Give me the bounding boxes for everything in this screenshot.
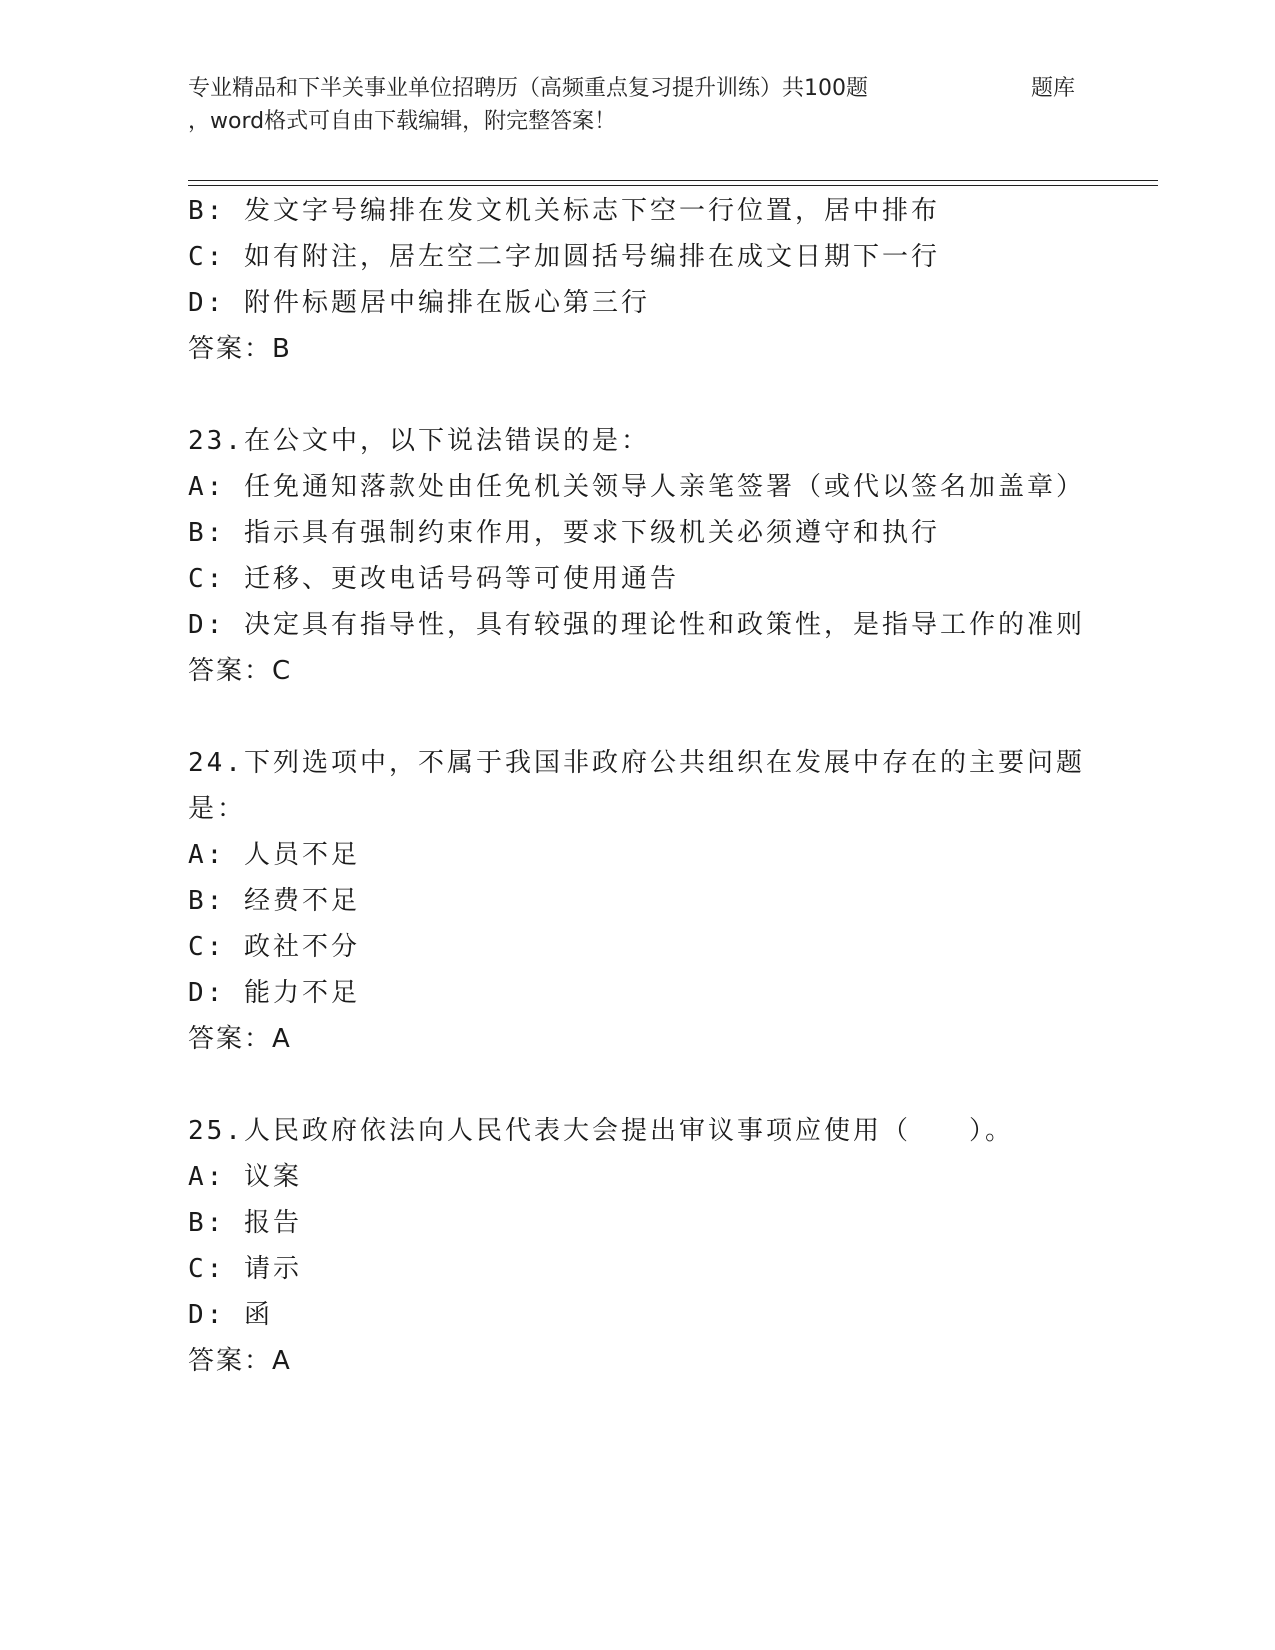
option-a: A: 任免通知落款处由任免机关领导人亲笔签署（或代以签名加盖章） — [188, 472, 1085, 502]
question-content — [188, 188, 1088, 1384]
question-25 — [188, 1108, 1088, 1384]
option-c: C: 请示 — [188, 1254, 302, 1284]
answer-line: 答案：A — [188, 1024, 292, 1054]
spacer — [188, 694, 1088, 740]
question-stem: 24.下列选项中，不属于我国非政府公共组织在发展中存在的主要问题 — [188, 748, 1085, 778]
answer-line: 答案：B — [188, 334, 292, 364]
header-rule-top — [188, 180, 1158, 181]
page-header — [188, 72, 1158, 138]
spacer — [188, 372, 1088, 418]
question-stem: 25.人民政府依法向人民代表大会提出审议事项应使用（ ）。 — [188, 1116, 1014, 1146]
option-d: D: 附件标题居中编排在版心第三行 — [188, 288, 650, 318]
option-a: A: 议案 — [188, 1162, 302, 1192]
question-stem-continued: 是： — [188, 794, 247, 824]
question-23 — [188, 418, 1088, 694]
option-b: B: 指示具有强制约束作用，要求下级机关必须遵守和执行 — [188, 518, 940, 548]
continued-question — [188, 188, 1088, 372]
option-b: B: 发文字号编排在发文机关标志下空一行位置，居中排布 — [188, 196, 940, 226]
header-title: 专业精品和下半关事业单位招聘历（高频重点复习提升训练）共100题 — [188, 76, 868, 101]
question-24 — [188, 740, 1088, 1062]
question-stem: 23.在公文中，以下说法错误的是： — [188, 426, 650, 456]
header-tag: 题库 — [1031, 76, 1076, 101]
answer-line: 答案：A — [188, 1346, 292, 1376]
option-d: D: 决定具有指导性，具有较强的理论性和政策性，是指导工作的准则 — [188, 610, 1085, 640]
option-c: C: 政社不分 — [188, 932, 360, 962]
option-b: B: 报告 — [188, 1208, 302, 1238]
option-d: D: 能力不足 — [188, 978, 360, 1008]
option-a: A: 人员不足 — [188, 840, 360, 870]
header-subtitle: ，word格式可自由下载编辑，附完整答案！ — [188, 109, 617, 134]
option-d: D: 函 — [188, 1300, 273, 1330]
option-c: C: 迁移、更改电话号码等可使用通告 — [188, 564, 679, 594]
option-b: B: 经费不足 — [188, 886, 360, 916]
answer-line: 答案：C — [188, 656, 293, 686]
spacer — [188, 1062, 1088, 1108]
option-c: C: 如有附注，居左空二字加圆括号编排在成文日期下一行 — [188, 242, 940, 272]
header-rule-bottom — [188, 185, 1158, 186]
